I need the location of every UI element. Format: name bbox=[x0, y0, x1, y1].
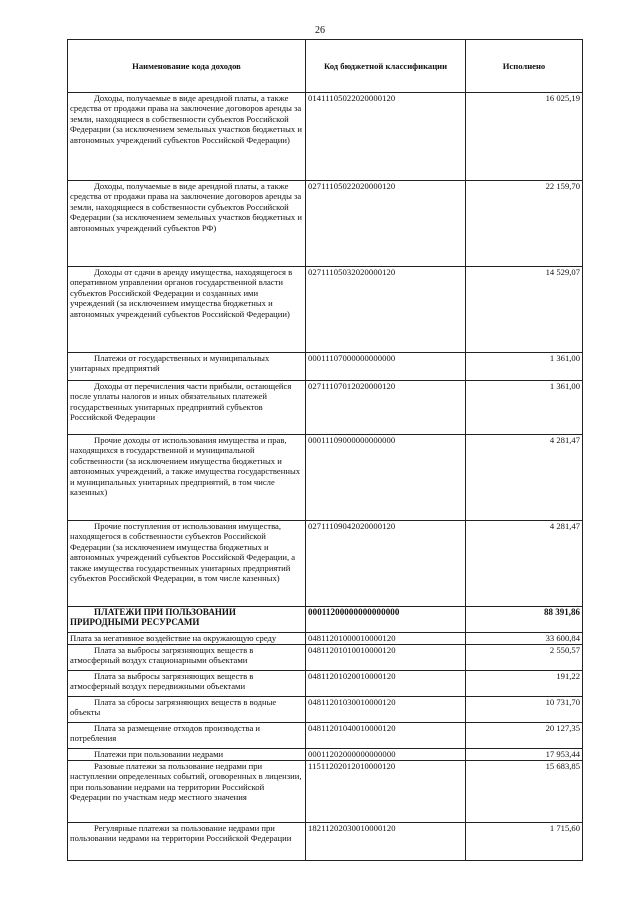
table-row bbox=[68, 353, 583, 381]
row-code: 02711105022020000120 bbox=[306, 181, 466, 267]
table-header-row bbox=[68, 40, 583, 93]
row-name: Плата за выбросы загрязняющих веществ в атмосферный воздух стационарными объектами bbox=[68, 645, 306, 671]
table-body bbox=[68, 93, 583, 861]
row-code: 18211202030010000120 bbox=[306, 823, 466, 861]
row-amount: 4 281,47 bbox=[466, 435, 583, 521]
row-name: Платежи при пользовании недрами bbox=[68, 749, 306, 761]
table-row bbox=[68, 607, 583, 633]
row-code: 04811201000010000120 bbox=[306, 633, 466, 645]
table-row bbox=[68, 761, 583, 823]
table-row bbox=[68, 181, 583, 267]
row-amount: 88 391,86 bbox=[466, 607, 583, 633]
row-name: Плата за размещение отходов производства и потребления bbox=[68, 723, 306, 749]
row-code: 00011202000000000000 bbox=[306, 749, 466, 761]
row-name: ПЛАТЕЖИ ПРИ ПОЛЬЗОВАНИИ ПРИРОДНЫМИ РЕСУРСАМИ bbox=[68, 607, 306, 633]
row-amount: 1 361,00 bbox=[466, 381, 583, 435]
row-name: Доходы, получаемые в виде арендной платы, а также средства от продажи права на заключение договоров аренды за земли, находящиеся в собственности субъектов Российской Федерации (за исключением земельных участков бюджетных и автономных учреждений субъектов РФ) bbox=[68, 181, 306, 267]
row-amount: 33 600,84 bbox=[466, 633, 583, 645]
table-row bbox=[68, 645, 583, 671]
table-row bbox=[68, 521, 583, 607]
header-name: Наименование кода доходов bbox=[68, 40, 306, 93]
row-code: 04811201040010000120 bbox=[306, 723, 466, 749]
page-number: 26 bbox=[315, 25, 325, 36]
row-code: 00011109000000000000 bbox=[306, 435, 466, 521]
row-name: Прочие доходы от использования имущества и прав, находящихся в государственной и муниципальной собственности (за исключением имущества бюджетных и автономных учреждений, а также имущества государственных и муниципальных унитарных предприятий, в том числе казенных) bbox=[68, 435, 306, 521]
row-code: 02711105032020000120 bbox=[306, 267, 466, 353]
table-row bbox=[68, 381, 583, 435]
row-name: Доходы от сдачи в аренду имущества, находящегося в оперативном управлении органов государственной власти субъектов Российской Федерации и созданных ими учреждений (за исключением имущества бюджетных и автономных учреждений субъектов Российской Федерации) bbox=[68, 267, 306, 353]
row-amount: 16 025,19 bbox=[466, 93, 583, 181]
table-row bbox=[68, 749, 583, 761]
table-row bbox=[68, 633, 583, 645]
row-amount: 1 715,60 bbox=[466, 823, 583, 861]
row-code: 01411105022020000120 bbox=[306, 93, 466, 181]
row-code: 04811201020010000120 bbox=[306, 671, 466, 697]
table-row bbox=[68, 267, 583, 353]
header-code: Код бюджетной классификации bbox=[306, 40, 466, 93]
row-code: 11511202012010000120 bbox=[306, 761, 466, 823]
table-row bbox=[68, 697, 583, 723]
row-name: Плата за выбросы загрязняющих веществ в атмосферный воздух передвижными объектами bbox=[68, 671, 306, 697]
row-name: Разовые платежи за пользование недрами при наступлении определенных событий, оговоренных в лицензии, при пользовании недрами на территории Российской Федерации по участкам недр местного значения bbox=[68, 761, 306, 823]
row-name: Плата за сбросы загрязняющих веществ в водные объекты bbox=[68, 697, 306, 723]
row-amount: 4 281,47 bbox=[466, 521, 583, 607]
row-code: 04811201030010000120 bbox=[306, 697, 466, 723]
row-amount: 20 127,35 bbox=[466, 723, 583, 749]
row-amount: 191,22 bbox=[466, 671, 583, 697]
table-row bbox=[68, 671, 583, 697]
row-code: 02711107012020000120 bbox=[306, 381, 466, 435]
row-code: 00011200000000000000 bbox=[306, 607, 466, 633]
row-code: 04811201010010000120 bbox=[306, 645, 466, 671]
table-row bbox=[68, 823, 583, 861]
row-amount: 14 529,07 bbox=[466, 267, 583, 353]
row-code: 02711109042020000120 bbox=[306, 521, 466, 607]
row-amount: 15 683,85 bbox=[466, 761, 583, 823]
table-row bbox=[68, 93, 583, 181]
table-row bbox=[68, 723, 583, 749]
revenue-table bbox=[67, 39, 583, 861]
row-name: Плата за негативное воздействие на окружающую среду bbox=[68, 633, 306, 645]
header-amount: Исполнено bbox=[466, 40, 583, 93]
row-code: 00011107000000000000 bbox=[306, 353, 466, 381]
row-amount: 22 159,70 bbox=[466, 181, 583, 267]
row-amount: 17 953,44 bbox=[466, 749, 583, 761]
row-name: Платежи от государственных и муниципальных унитарных предприятий bbox=[68, 353, 306, 381]
row-amount: 1 361,00 bbox=[466, 353, 583, 381]
table-row bbox=[68, 435, 583, 521]
row-amount: 10 731,70 bbox=[466, 697, 583, 723]
row-name: Доходы, получаемые в виде арендной платы, а также средства от продажи права на заключение договоров аренды за земли, находящиеся в собственности субъектов Российской Федерации (за исключением земельных участков бюджетных и автономных учреждений субъектов Российской Федерации) bbox=[68, 93, 306, 181]
row-name: Прочие поступления от использования имущества, находящегося в собственности субъектов Российской Федерации (за исключением имущества бюджетных и автономных учреждений субъектов Российской Федерации, а также имущества государственных унитарных предприятий субъектов Российской Федерации, в том числе казенных) bbox=[68, 521, 306, 607]
row-name: Регулярные платежи за пользование недрами при пользовании недрами на территории Российской Федерации bbox=[68, 823, 306, 861]
row-amount: 2 550,57 bbox=[466, 645, 583, 671]
row-name: Доходы от перечисления части прибыли, остающейся после уплаты налогов и иных обязательных платежей государственных унитарных предприятий субъектов Российской Федерации bbox=[68, 381, 306, 435]
